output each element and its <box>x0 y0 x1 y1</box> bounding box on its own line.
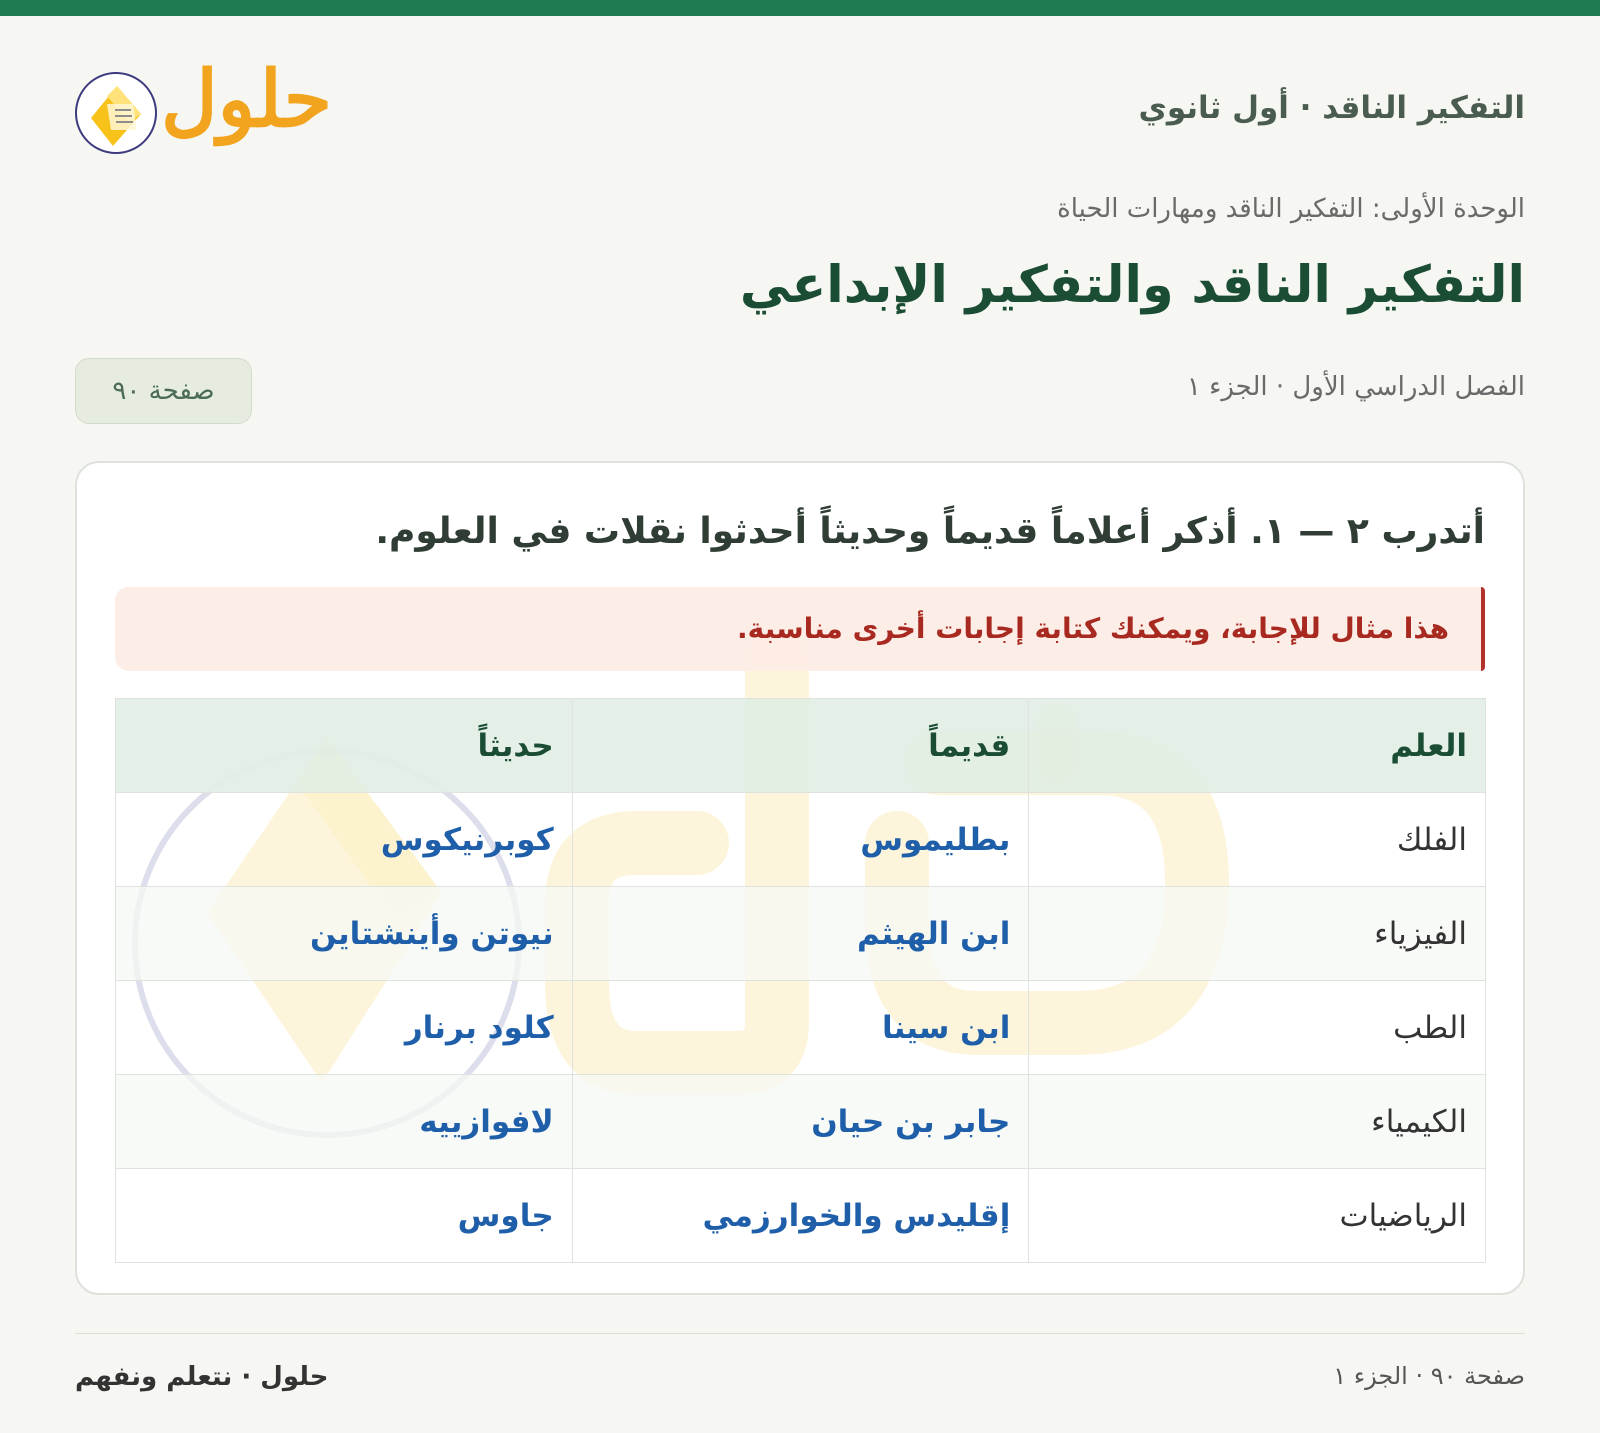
table-row <box>116 1169 1486 1263</box>
old-scholar-cell: ابن الهيثم <box>572 887 1029 981</box>
header-old: قديماً <box>572 699 1029 793</box>
modern-scholar-cell: لافوازييه <box>116 1075 573 1169</box>
old-scholar-cell: جابر بن حيان <box>572 1075 1029 1169</box>
top-accent-bar <box>0 0 1600 16</box>
science-cell: الطب <box>1029 981 1486 1075</box>
table-row <box>116 981 1486 1075</box>
science-cell: الفيزياء <box>1029 887 1486 981</box>
modern-scholar-cell: كوبرنيكوس <box>116 793 573 887</box>
table-header-row <box>116 699 1486 793</box>
table-row <box>116 887 1486 981</box>
lesson-title: التفكير الناقد والتفكير الإبداعي <box>739 256 1525 315</box>
answers-table <box>115 698 1486 1263</box>
exercise-question: أتدرب ٢ — ١. أذكر أعلاماً قديماً وحديثاً أحدثوا نقلات في العلوم. <box>375 511 1485 552</box>
modern-scholar-cell: كلود برنار <box>116 981 573 1075</box>
footer-divider <box>75 1333 1525 1334</box>
page-badge: صفحة ٩٠ <box>75 358 252 424</box>
table-row <box>116 1075 1486 1169</box>
footer-brand: حلول · نتعلم ونفهم <box>75 1362 329 1392</box>
old-scholar-cell: ابن سينا <box>572 981 1029 1075</box>
modern-scholar-cell: جاوس <box>116 1169 573 1263</box>
science-cell: الرياضيات <box>1029 1169 1486 1263</box>
logo-wordmark: حلول <box>161 54 333 145</box>
subject-title: التفكير الناقد · أول ثانوي <box>1138 90 1525 126</box>
science-cell: الفلك <box>1029 793 1486 887</box>
unit-label: الوحدة الأولى: التفكير الناقد ومهارات الحياة <box>1057 194 1525 224</box>
old-scholar-cell: بطليموس <box>572 793 1029 887</box>
footer-page-info: صفحة ٩٠ · الجزء ١ <box>1333 1362 1525 1390</box>
semester-label: الفصل الدراسي الأول · الجزء ١ <box>1186 372 1525 402</box>
page-header <box>75 54 1525 158</box>
science-cell: الكيمياء <box>1029 1075 1486 1169</box>
hulul-logo[interactable] <box>75 54 335 158</box>
book-icon <box>75 72 157 154</box>
old-scholar-cell: إقليدس والخوارزمي <box>572 1169 1029 1263</box>
modern-scholar-cell: نيوتن وأينشتاين <box>116 887 573 981</box>
exercise-card <box>75 461 1525 1295</box>
header-science: العلم <box>1029 699 1486 793</box>
header-new: حديثاً <box>116 699 573 793</box>
answer-note: هذا مثال للإجابة، ويمكنك كتابة إجابات أخرى مناسبة. <box>115 587 1485 671</box>
table-row <box>116 793 1486 887</box>
